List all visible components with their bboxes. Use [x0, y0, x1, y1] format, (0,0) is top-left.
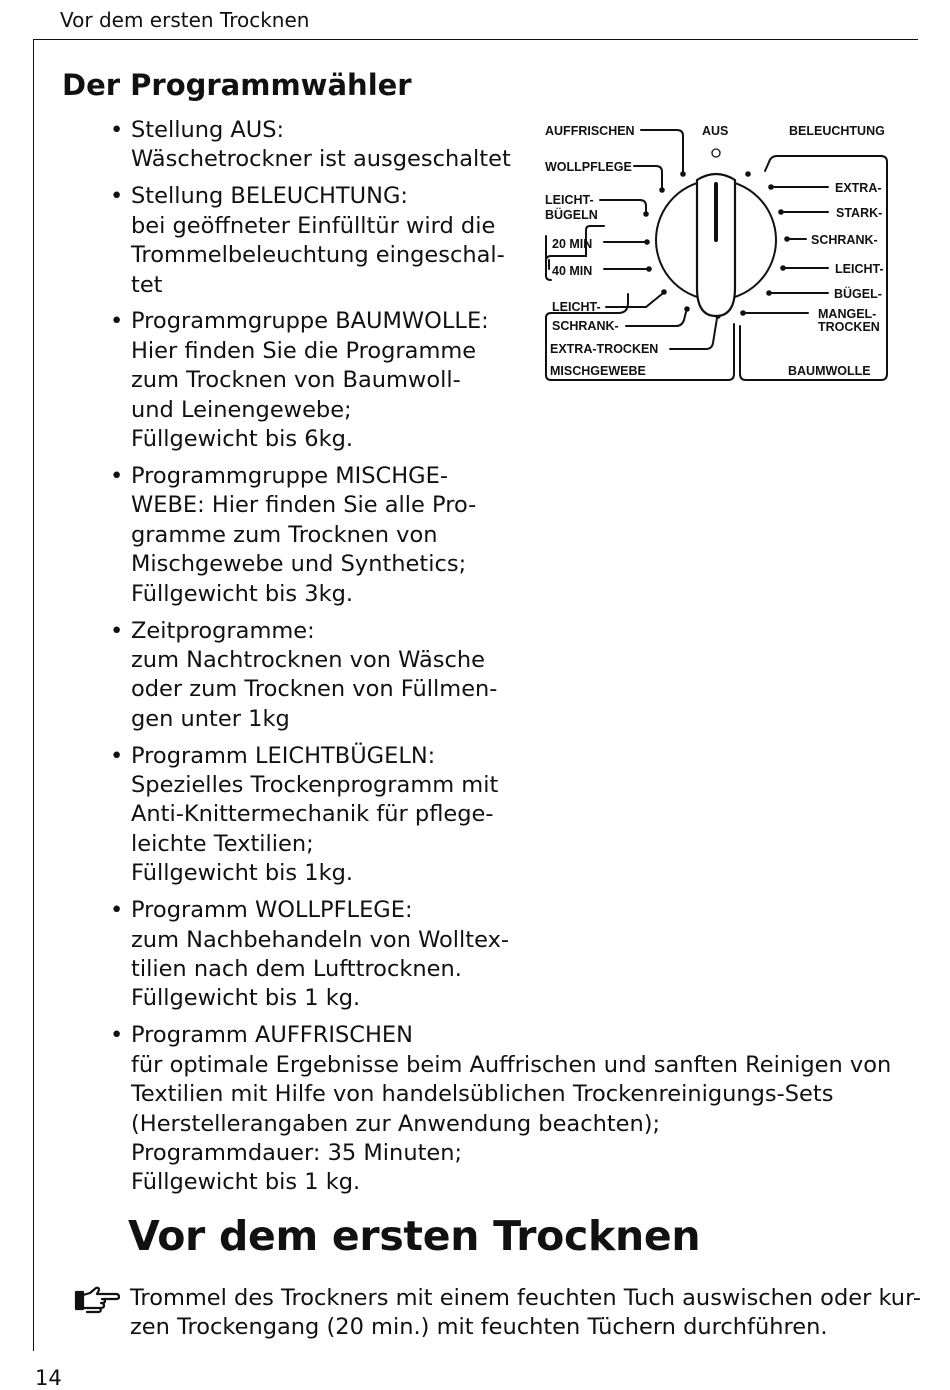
label-trocken: TROCKEN [818, 320, 880, 334]
header-rule [33, 39, 918, 40]
list-item [110, 896, 900, 1014]
label-leicht-buegeln-1: LEICHT- [545, 193, 594, 207]
label-extra-trocken: EXTRA-TROCKEN [550, 342, 659, 356]
item-line: oder zum Trocknen von Füllmen- [131, 676, 498, 703]
item-line: Spezielles Trockenprogramm mit [131, 772, 499, 799]
item-heading: • Programmgruppe MISCHGE- [131, 462, 448, 489]
item-line: zum Nachtrocknen von Wäsche [131, 646, 485, 673]
label-20-min: 20 MIN [552, 237, 593, 251]
dot [768, 184, 774, 190]
item-line: gramme zum Trocknen von [131, 521, 438, 548]
item-line: (Herstellerangaben zur Anwendung beachten); [131, 1110, 661, 1137]
label-buegel: BÜGEL- [834, 287, 882, 301]
item-line: Füllgewicht bis 6kg. [131, 426, 354, 453]
margin-rule [33, 39, 34, 1351]
item-heading: • Programm AUFFRISCHEN [131, 1022, 413, 1049]
leader-leichtschrank-2 [626, 312, 686, 326]
item-line: bei geöffneter Einfülltür wird die [131, 212, 496, 239]
pointing-hand-icon [74, 1285, 120, 1315]
leader-auffrischen [641, 130, 683, 171]
dot [780, 265, 786, 271]
dot [661, 289, 667, 295]
item-line: Anti-Knittermechanik für pflege- [131, 801, 494, 828]
item-line: WEBE: Hier finden Sie alle Pro- [131, 492, 477, 519]
item-line: Programmdauer: 35 Minuten; [131, 1139, 463, 1166]
note-text [130, 1284, 921, 1343]
section-title: Der Programmwähler [62, 68, 412, 102]
aus-marker [712, 149, 720, 157]
item-heading: • Programmgruppe BAUMWOLLE: [131, 308, 489, 335]
item-line: tilien nach dem Lufttrocknen. [131, 955, 462, 982]
item-line: Trommelbeleuchtung eingeschal- [131, 242, 505, 269]
knob-pointer [714, 182, 718, 242]
item-heading: • Stellung BELEUCHTUNG: [131, 183, 408, 210]
item-heading: • Zeitprogramme: [131, 617, 315, 644]
zeit-bracket-left [546, 236, 551, 280]
note-line: Trommel des Trockners mit einem feuchten Tuch auswischen oder kur- [130, 1285, 921, 1311]
note-line: zen Trockengang (20 min.) mit feuchten Tüchern durchführen. [130, 1314, 828, 1341]
list-item [110, 462, 900, 609]
label-aus: AUS [702, 124, 729, 138]
leader-leichtschrank-1 [606, 294, 662, 307]
label-leicht: LEICHT- [835, 262, 884, 276]
label-leicht-schrank-1: LEICHT- [552, 300, 601, 314]
label-extra: EXTRA- [835, 181, 882, 195]
item-line: leichte Textilien; [131, 830, 314, 857]
item-line: Textilien mit Hilfe von handelsüblichen Trockenreinigungs-Sets [131, 1081, 834, 1108]
label-40-min: 40 MIN [552, 264, 593, 278]
item-line: zum Trocknen von Baumwoll- [131, 367, 461, 394]
dot [646, 266, 652, 272]
label-baumwolle: BAUMWOLLE [788, 364, 871, 378]
item-line: Füllgewicht bis 1 kg. [131, 1169, 361, 1196]
leader-extratrocken [670, 318, 717, 349]
dot [766, 290, 772, 296]
label-auffrischen: AUFFRISCHEN [545, 124, 635, 138]
item-line: für optimale Ergebnisse beim Auffrischen und sanften Reinigen von [131, 1051, 892, 1078]
label-leicht-schrank-2: SCHRANK- [552, 319, 619, 333]
dot [644, 239, 650, 245]
list-item [110, 742, 900, 889]
dot [778, 209, 784, 215]
item-heading: • Stellung AUS: [131, 117, 285, 143]
item-line: Füllgewicht bis 3kg. [131, 580, 354, 607]
list-item [110, 617, 900, 735]
list-item [110, 1021, 900, 1197]
item-line: tet [131, 271, 163, 298]
item-line: und Leinengewebe; [131, 396, 352, 423]
dot [740, 310, 746, 316]
item-heading: • Programm LEICHTBÜGELN: [131, 742, 436, 769]
item-line: Wäschetrockner ist ausgeschaltet [131, 146, 511, 173]
item-line: Füllgewicht bis 1kg. [131, 860, 354, 887]
page-number: 14 [35, 1366, 62, 1390]
main-heading: Vor dem ersten Trocknen [128, 1212, 701, 1260]
label-wollpflege: WOLLPFLEGE [545, 160, 632, 174]
program-selector-diagram [540, 118, 892, 386]
dot [680, 171, 686, 177]
label-schrank: SCHRANK- [811, 233, 878, 247]
item-line: Hier finden Sie die Programme [131, 337, 477, 364]
running-header: Vor dem ersten Trocknen [60, 8, 310, 32]
dot [643, 211, 649, 217]
leader-wollpflege [634, 166, 662, 188]
dot [784, 236, 790, 242]
label-stark: STARK- [836, 206, 883, 220]
item-line: zum Nachbehandeln von Wolltex- [131, 926, 510, 953]
dot [745, 171, 751, 177]
label-leicht-buegeln-2: BÜGELN [545, 208, 598, 222]
item-heading: • Programm WOLLPFLEGE: [131, 897, 413, 924]
label-beleuchtung: BELEUCHTUNG [789, 124, 885, 138]
dot [659, 187, 665, 193]
label-mangel: MANGEL- [818, 307, 877, 321]
dot [684, 306, 690, 312]
item-line: Mischgewebe und Synthetics; [131, 551, 467, 578]
item-line: Füllgewicht bis 1 kg. [131, 985, 361, 1012]
leader-leichtbuegeln [600, 200, 646, 212]
label-mischgewebe: MISCHGEWEBE [550, 364, 646, 378]
item-line: gen unter 1kg [131, 705, 290, 732]
